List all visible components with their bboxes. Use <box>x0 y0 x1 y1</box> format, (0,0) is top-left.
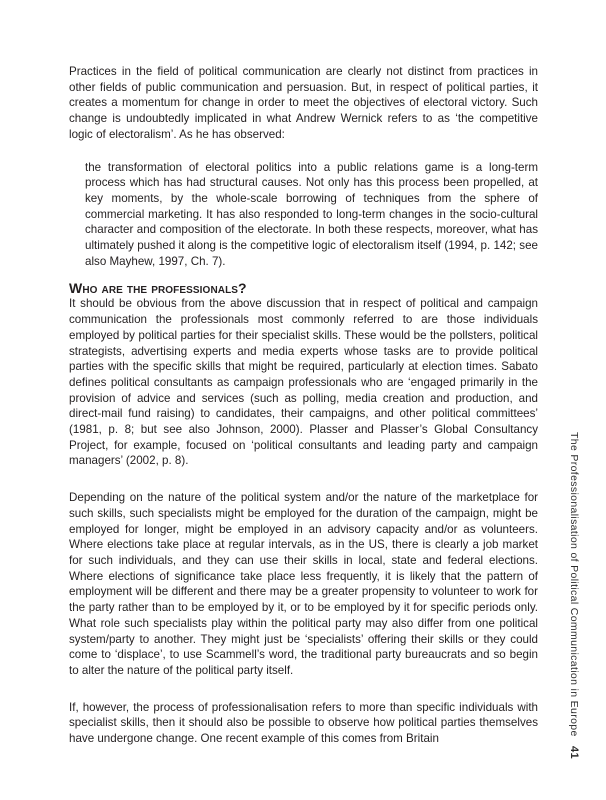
page-content <box>69 64 538 747</box>
paragraph-depending-on-nature: Depending on the nature of the political system and/or the nature of the marketplace for such skills, such specialists might be employed for the duration of the campaign, might be employed for longer, might be employed in an advisory capacity and/or as volunteers. Where elections take place at regular intervals, as in the US, there is clearly a job market for such individuals, and they can use their skills in local, state and federal elections. Where elections of significance take place less frequently, it is likely that the pattern of employment will be different and there may be a greater propensity to volunteer to work for the party rather than to be employed by it, or to be employed by it for specific periods only. What role such specialists play within the political party may also differ from one political system/party to another. They might just be ‘specialists’ offering their skills or they could come to ‘displace’, to use Scammell’s word, the traditional party bureaucrats and so begin to alter the nature of the political party itself. <box>69 491 538 677</box>
page-number: 41 <box>568 745 580 759</box>
paragraph-if-however: If, however, the process of professionalisation refers to more than specific individuals with specialist skills, then it should also be possible to observe how political parties themselves have undergone change. One recent example of this comes from Britain <box>69 700 538 746</box>
paragraph-practices: Practices in the field of political communication are clearly not distinct from practices in other fields of public communication and persuasion. But, in respect of political parties, it creates a momentum for change in order to meet the objectives of electoral victory. Such change is undoubtedly implicated in what Andrew Wernick refers to as ‘the competitive logic of electoralism’. As he has observed: <box>69 65 538 141</box>
running-title: The Professionalisation of Political Communication in Europe <box>568 432 580 737</box>
running-sidebar <box>560 432 580 780</box>
paragraph-it-should-be-obvious: It should be obvious from the above discussion that in respect of political and campaign communication the professionals most commonly referred to are those individuals employed by political parties for their specialist skills. These would be the pollsters, political strategists, advertising experts and media experts whose tasks are to provide political parties with the specific skills that might be required, particularly at election times. Sabato defines political consultants as campaign professionals who are ‘engaged primarily in the provision of advice and services (such as polling, media creation and production, and direct-mail fund raising) to candidates, their campaigns, and other political committees’ (1981, p. 8; but see also Johnson, 2000). Plasser and Plasser’s Global Consultancy Project, for example, focused on ‘political consultants and leading party and campaign managers’ (2002, p. 8). <box>69 297 538 468</box>
block-quote-wernick: the transformation of electoral politics into a public relations game is a long-term process which has had structural causes. Not only has this process been propelled, at key moments, by the whole-scale borrowing of techniques from the sphere of commercial marketing. It has also responded to long-term changes in the socio-cultural character and composition of the electorate. In both these respects, moreover, what has ultimately pushed it along is the competitive logic of electoralism itself (1994, p. 142; see also Mayhew, 1997, Ch. 7). <box>85 160 538 268</box>
section-heading-who-are-the-professionals: Who are the professionals? <box>69 280 247 297</box>
